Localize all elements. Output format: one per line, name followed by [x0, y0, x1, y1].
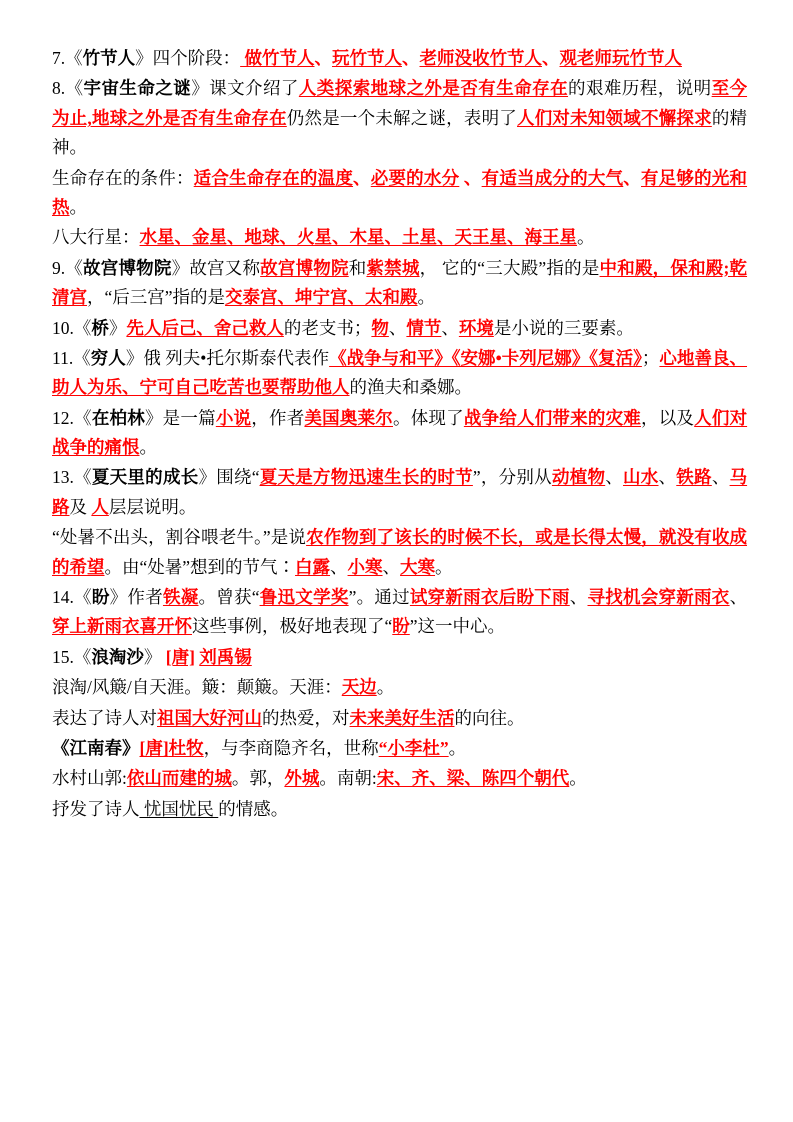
text-segment: ”这一中心。	[409, 616, 506, 637]
text-segment: 的热爱，对	[262, 707, 350, 728]
text-segment: 夏天是方物迅速生长的时节	[259, 467, 473, 488]
paragraph-eight-planets	[52, 223, 747, 252]
text-segment: 。	[448, 737, 467, 758]
text-segment: 15.《	[52, 646, 92, 667]
text-segment: 适合生命存在的温度	[193, 167, 354, 188]
text-segment: 的情感。	[218, 798, 289, 819]
text-segment: 人类探索地球之外是否有生命存在	[298, 78, 569, 99]
text-segment: 刘禹锡	[199, 646, 252, 667]
text-segment: 》是一篇	[144, 407, 216, 428]
text-segment: 。	[435, 556, 453, 577]
text-segment: ”。通过	[348, 587, 410, 608]
paragraph-item7	[52, 44, 747, 73]
text-segment: 》	[122, 737, 140, 758]
text-segment: 生命存在的条件：	[52, 167, 194, 188]
text-segment: 《战争与和平》《安娜•卡列尼娜》《复活》	[329, 347, 642, 368]
text-segment: 层层说明。	[108, 496, 197, 517]
text-segment: [唐]	[165, 646, 195, 667]
paragraph-item9	[52, 254, 747, 313]
text-segment: 、	[382, 556, 401, 577]
text-segment: 鲁迅文学奖	[259, 587, 349, 608]
text-segment: 美国奥莱尔	[304, 407, 393, 428]
text-segment: 、	[623, 167, 641, 188]
text-segment: 水星、金星、地球、火星、木星、土星、天王星、海王星	[139, 227, 577, 248]
paragraph-item8	[52, 74, 747, 162]
paragraph-item10	[52, 314, 747, 343]
text-segment: 、	[353, 167, 371, 188]
text-segment: 杜牧	[168, 737, 204, 758]
text-segment: 、	[729, 587, 748, 608]
text-segment: 、	[658, 467, 677, 488]
text-segment: 寻找机会穿新雨衣	[587, 587, 730, 608]
text-segment: 小寒	[347, 556, 383, 577]
text-segment: ”，分别从	[472, 467, 552, 488]
text-segment: 》四个阶段：	[135, 48, 241, 68]
text-segment: 宇宙生命之谜	[83, 78, 192, 99]
text-segment: 人们对战争的痛恨	[52, 407, 748, 458]
text-segment: 7.《	[52, 48, 83, 68]
text-segment: 8.《	[52, 78, 84, 99]
paragraph-item15	[52, 643, 747, 672]
text-segment: 环境	[458, 317, 494, 338]
text-segment: 战争给人们带来的灾难	[463, 407, 641, 428]
text-segment: 》作者	[109, 587, 163, 608]
paragraph-life-conditions	[52, 164, 747, 223]
text-segment: ，与李商隐齐名，世称	[203, 737, 379, 758]
text-segment: 仍然是一个未解之谜，表明了	[286, 107, 518, 128]
text-segment: 农作物到了该长的时候不长，或是长得太慢，就没有收成的希望	[52, 527, 747, 577]
text-segment: 白露	[295, 556, 331, 577]
text-segment: 有足够的光和热	[52, 167, 748, 217]
paragraph-jiangnan2	[52, 764, 747, 793]
text-segment: 《	[52, 737, 70, 758]
text-segment: 物	[371, 317, 389, 338]
paragraph-jiangnan	[52, 734, 747, 763]
text-segment: ，以及	[641, 407, 695, 428]
text-segment: 盼	[91, 587, 110, 608]
text-segment: 竹节人	[82, 48, 136, 68]
text-segment: 。曾获“	[198, 587, 260, 608]
text-segment: 。	[569, 768, 587, 789]
text-segment: 10.《	[52, 317, 92, 338]
text-segment: 、	[569, 587, 588, 608]
text-segment: 抒发了诗人	[52, 798, 140, 819]
text-segment: 大寒	[400, 556, 436, 577]
paragraph-chushu	[52, 523, 747, 582]
text-segment: 11.《	[52, 347, 91, 368]
text-segment: 浪淘/风簸/自天涯。簸：颠簸。天涯：	[52, 677, 342, 698]
text-segment: 表达了诗人对	[52, 707, 157, 728]
text-segment: 。	[139, 437, 157, 458]
text-segment: 天边	[341, 677, 377, 698]
text-segment: 人们对未知领域不懈探求	[517, 107, 712, 128]
text-segment: 马路	[52, 467, 748, 517]
text-segment: 。	[577, 227, 595, 248]
text-segment: 。	[69, 196, 87, 217]
text-segment: 人	[91, 496, 109, 517]
paragraph-item13	[52, 463, 747, 522]
paragraph-item14	[52, 583, 747, 642]
text-segment: 、	[459, 167, 482, 188]
text-segment: 9.《	[52, 257, 84, 278]
text-segment: 铁凝	[162, 587, 199, 608]
text-segment: 紫禁城	[366, 257, 420, 278]
text-segment: 的艰难历程，说明	[568, 78, 712, 99]
text-segment: 中和殿，保和殿;乾清宫	[52, 257, 748, 308]
text-segment: 先人后己、舍己救人	[126, 317, 284, 338]
text-segment: 宋、齐、梁、陈四个朝代	[376, 768, 570, 789]
text-segment: 。郭，	[231, 768, 285, 789]
paragraph-jiangnan3	[52, 795, 747, 824]
text-segment: 的精神。	[52, 107, 748, 158]
text-segment: ；	[641, 347, 660, 368]
text-segment: 。南朝:	[319, 768, 377, 789]
text-segment: 心地善良、助人为乐、宁可自己吃苦也要帮助他人	[52, 347, 748, 398]
text-segment: “处暑不出头，割谷喂老牛。”是说	[52, 527, 307, 548]
paragraph-item12	[52, 404, 747, 463]
text-segment: 的向往。	[454, 707, 525, 728]
text-segment: 。	[417, 287, 436, 308]
document-body	[52, 44, 747, 824]
text-segment: [唐]	[139, 737, 169, 758]
text-segment: 水村山郭:	[52, 768, 127, 789]
text-segment: 这些事例，极好地表现了“	[192, 616, 393, 637]
text-segment: 、	[388, 317, 407, 338]
text-segment: 、	[402, 48, 420, 68]
text-segment: 》课文介绍了	[191, 78, 299, 99]
text-segment: 、	[314, 48, 332, 68]
text-segment: 试穿新雨衣后盼下雨	[409, 587, 570, 608]
text-segment: 铁路	[676, 467, 712, 488]
text-segment: 必要的水分	[370, 167, 460, 188]
text-segment: 和	[348, 257, 367, 278]
text-segment: 、	[330, 556, 348, 577]
text-segment: 、	[542, 48, 560, 68]
text-segment: 山水	[622, 467, 659, 488]
text-segment: 未来美好生活	[349, 707, 455, 728]
text-segment: 浪淘沙	[91, 646, 144, 667]
text-segment: 14.《	[52, 587, 92, 608]
text-segment: 是小说的三要素。	[493, 317, 634, 338]
text-segment: 江南春	[69, 737, 122, 758]
text-segment: 的老支书；	[283, 317, 372, 338]
text-segment: 动植物	[551, 467, 606, 488]
text-segment: ，作者	[251, 407, 305, 428]
text-segment: ，“后三宫”指的是	[87, 287, 226, 308]
text-segment: 祖国大好河山	[157, 707, 262, 728]
text-segment: 13.《	[52, 467, 92, 488]
text-segment: 》	[143, 646, 166, 667]
text-segment: 、	[605, 467, 623, 488]
text-segment: 穷人	[90, 347, 126, 368]
text-segment: 有适当成分的大气	[481, 167, 624, 188]
text-segment: 。由“处暑”想到的节气∶	[104, 556, 296, 577]
text-segment: 外城	[284, 768, 320, 789]
text-segment: 交泰宫、坤宁宫、太和殿	[225, 287, 418, 308]
text-segment: 。体现了	[393, 407, 464, 428]
text-segment: 的渔夫和桑娜。	[349, 377, 472, 398]
text-segment: 玩竹节人	[332, 48, 402, 68]
text-segment: 盼	[392, 616, 410, 637]
text-segment: 八大行星：	[52, 227, 140, 248]
text-segment: 依山而建的城	[126, 768, 232, 789]
text-segment: 、	[711, 467, 730, 488]
text-segment: 故宫博物院	[260, 257, 349, 278]
text-segment: 及	[69, 496, 92, 517]
text-segment: 故宫博物院	[83, 257, 172, 278]
text-segment: 桥	[91, 317, 109, 338]
text-segment: 12.《	[52, 407, 92, 428]
text-segment: 情节	[406, 317, 442, 338]
text-segment: ， 它的“三大殿”指的是	[419, 257, 600, 278]
text-segment: 。	[376, 677, 395, 698]
text-segment: 》围绕“	[198, 467, 260, 488]
paragraph-langtao2	[52, 704, 747, 733]
text-segment: 》俄 列夫•托尔斯泰代表作	[125, 347, 330, 368]
text-segment: 穿上新雨衣喜开怀	[52, 616, 192, 637]
text-segment: 做竹节人	[240, 48, 315, 68]
text-segment: 忧国忧民	[139, 798, 219, 819]
text-segment: 老师没收竹节人	[419, 48, 542, 68]
paragraph-item11	[52, 344, 747, 403]
text-segment: 、	[441, 317, 459, 338]
text-segment: 小说	[215, 407, 252, 428]
text-segment: 》	[108, 317, 127, 338]
text-segment: “小李杜”	[378, 737, 449, 758]
text-segment: 至今为止,地球之外是否有生命存在	[52, 78, 748, 128]
text-segment: 》故宫又称	[171, 257, 261, 278]
paragraph-langtao	[52, 673, 747, 702]
text-segment: 在柏林	[91, 407, 145, 428]
text-segment: 夏天里的成长	[91, 467, 199, 488]
text-segment: 观老师玩竹节人	[559, 48, 682, 68]
